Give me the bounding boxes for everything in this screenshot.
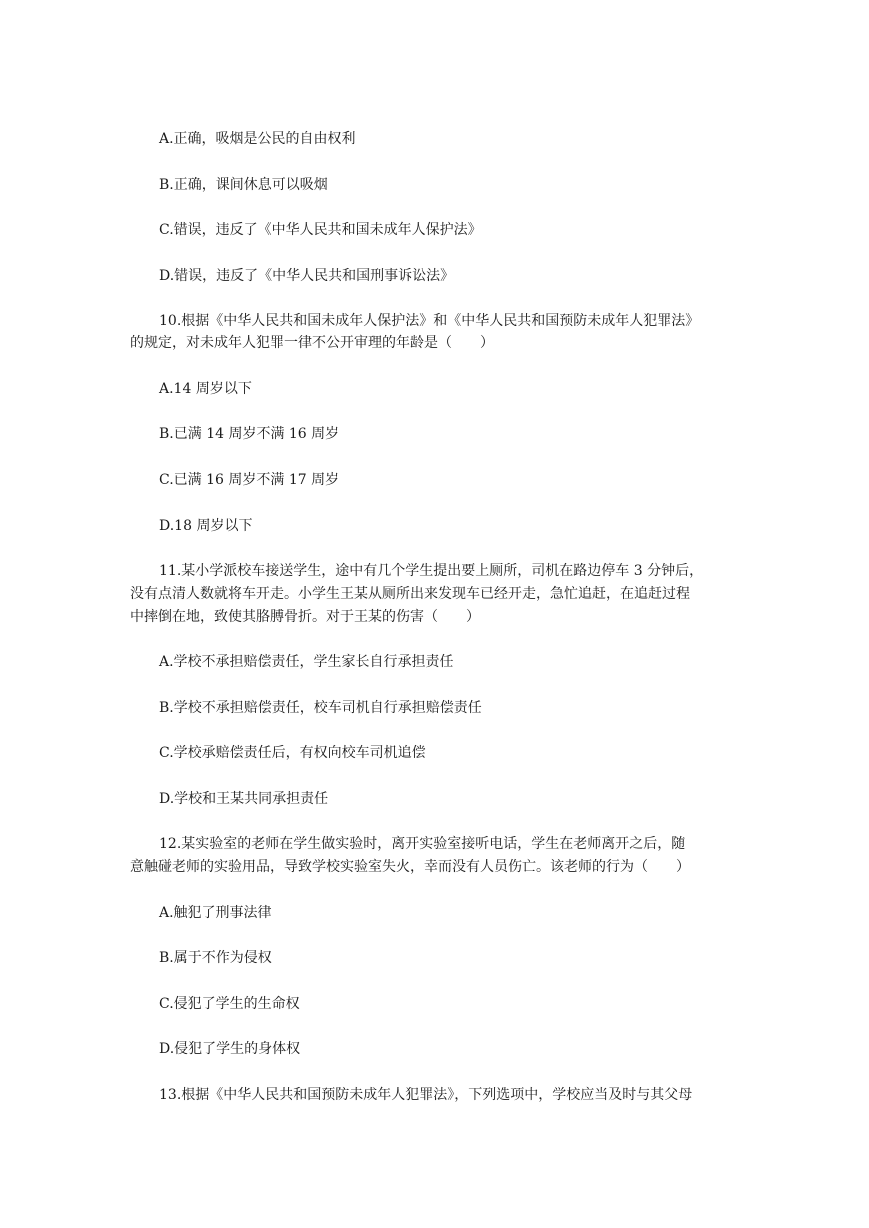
q9-option-c: C.错误，违反了《中华人民共和国未成年人保护法》 [159,222,482,238]
q9-option-b: B.正确，课间休息可以吸烟 [159,177,328,193]
q10-option-b: B.已满 14 周岁不满 16 周岁 [159,426,340,442]
q11-option-b: B.学校不承担赔偿责任，校车司机自行承担赔偿责任 [159,700,482,716]
q11-stem-line-1: 11.某小学派校车接送学生，途中有几个学生提出要上厕所，司机在路边停车 3 分钟后， [159,563,704,579]
q11-stem-line-3: 中摔倒在地，致使其胳膊骨折。对于王某的伤害（ ） [130,609,480,625]
q9-option-a: A.正确，吸烟是公民的自由权利 [159,131,356,147]
q11-option-a: A.学校不承担赔偿责任，学生家长自行承担责任 [159,654,454,670]
q10-stem-line-2: 的规定，对未成年人犯罪一律不公开审理的年龄是（ ） [130,335,494,351]
q12-option-d: D.侵犯了学生的身体权 [159,1041,301,1057]
q10-option-c: C.已满 16 周岁不满 17 周岁 [159,472,340,488]
q13-stem-line-1: 13.根据《中华人民共和国预防未成年人犯罪法》，下列选项中，学校应当及时与其父母 [159,1087,693,1103]
q12-option-a: A.触犯了刑事法律 [159,905,272,921]
q10-option-a: A.14 周岁以下 [159,381,252,397]
q9-option-d: D.错误，违反了《中华人民共和国刑事诉讼法》 [159,268,455,284]
q11-option-c: C.学校承赔偿责任后，有权向校车司机追偿 [159,745,426,761]
q12-option-b: B.属于不作为侵权 [159,950,272,966]
q10-stem-line-1: 10.根据《中华人民共和国未成年人保护法》和《中华人民共和国预防未成年人犯罪法》 [159,313,700,329]
q12-stem-line-1: 12.某实验室的老师在学生做实验时，离开实验室接听电话，学生在老师离开之后，随 [159,836,686,852]
q11-option-d: D.学校和王某共同承担责任 [159,791,329,807]
q12-stem-line-2: 意触碰老师的实验用品，导致学校实验室失火，幸而没有人员伤亡。该老师的行为（ ） [130,859,690,875]
q10-option-d: D.18 周岁以下 [159,518,253,534]
q11-stem-line-2: 没有点清人数就将车开走。小学生王某从厕所出来发现车已经开走，急忙追赶，在追赶过程 [130,586,690,602]
q12-option-c: C.侵犯了学生的生命权 [159,996,300,1012]
